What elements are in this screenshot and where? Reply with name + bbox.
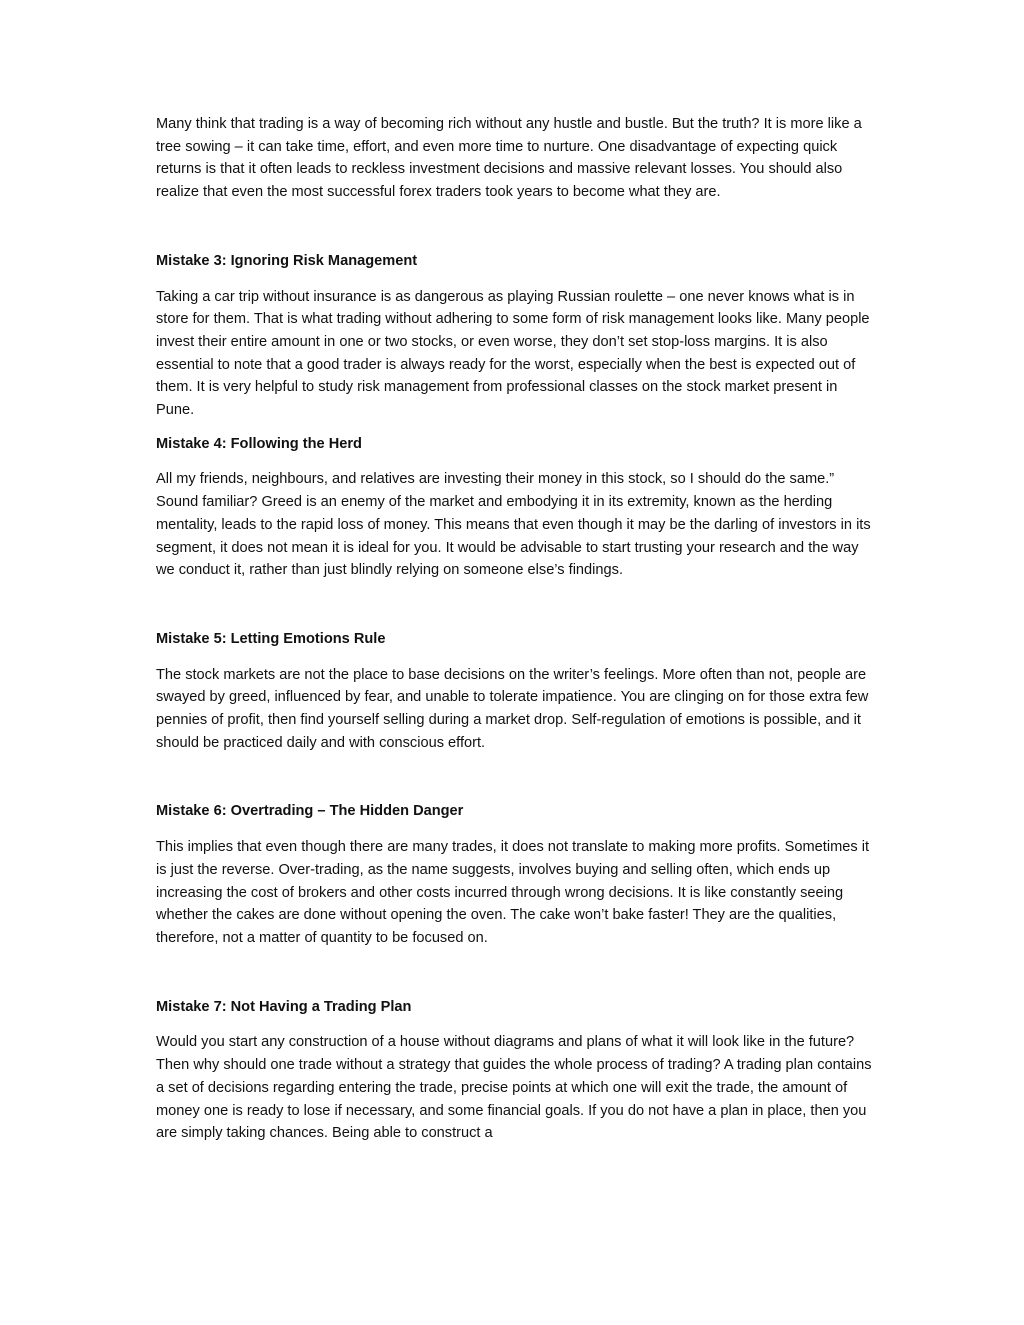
section-heading-mistake-4: Mistake 4: Following the Herd [156,435,362,452]
section-heading-mistake-6: Mistake 6: Overtrading – The Hidden Danger [156,803,464,820]
intro-paragraph: Many think that trading is a way of becoming rich without any hustle and bustle. But the truth? It is more like a tree sowing – it can take time, effort, and even more time to nurture. One disadvantage of expecting quick returns is that it often leads to reckless investment decisions and massive relevant losses. You should also realize that even the most successful forex traders took years to become what they are. [156,116,862,201]
section-heading-mistake-5: Mistake 5: Letting Emotions Rule [156,630,386,647]
section-heading-mistake-7: Mistake 7: Not Having a Trading Plan [156,998,412,1015]
section-heading-mistake-3: Mistake 3: Ignoring Risk Management [156,252,418,269]
section-body-mistake-5: The stock markets are not the place to base decisions on the writer’s feelings. More often than not, people are swayed by greed, influenced by fear, and unable to tolerate impatience. You are clinging on for those extra few pennies of profit, then find yourself selling during a market drop. Self-regulation of emotions is possible, and it should be practiced daily and with conscious effort. [156,666,869,751]
section-body-mistake-3: Taking a car trip without insurance is as dangerous as playing Russian roulette – one never knows what is in store for them. That is what trading without adhering to some form of risk management looks like. Many people invest their entire amount in one or two stocks, or even worse, they don’t set stop-loss margins. It is also essential to note that a good trader is always ready for the worst, especially when the best is expected out of them. It is very helpful to study risk management from professional classes on the stock market present in Pune. [156,288,870,419]
spacer [156,204,874,250]
section-body-mistake-7: Would you start any construction of a house without diagrams and plans of what it will look like in the future? Then why should one trade without a strategy that guides the whole process of trading? A trading plan contains a set of decisions regarding entering the trade, precise points at which one will exit the trade, the amount of money one is ready to lose if necessary, and some financial goals. If you do not have a plan in place, then you are simply taking chances. Being able to construct a [156,1034,872,1142]
section-body-mistake-6: This implies that even though there are many trades, it does not translate to making more profits. Sometimes it is just the reverse. Over-trading, as the name suggests, involves buying and selling often, which ends up increasing the cost of brokers and other costs incurred through wrong decisions. It is like constantly seeing whether the cakes are done without opening the oven. The cake won’t bake faster! They are the qualities, therefore, not a matter of quantity to be focused on. [156,839,869,946]
document-page [156,113,874,1145]
section-body-mistake-4: All my friends, neighbours, and relatives are investing their money in this stock, so I should do the same.” Sound familiar? Greed is an enemy of the market and embodying it in its extremity, known as the herding mentality, leads to the rapid loss of money. This means that even though it may be the darling of investors in its segment, it does not mean it is ideal for you. It would be advisable to start trusting your research and the way we conduct it, rather than just blindly relying on someone else’s findings. [156,471,871,579]
